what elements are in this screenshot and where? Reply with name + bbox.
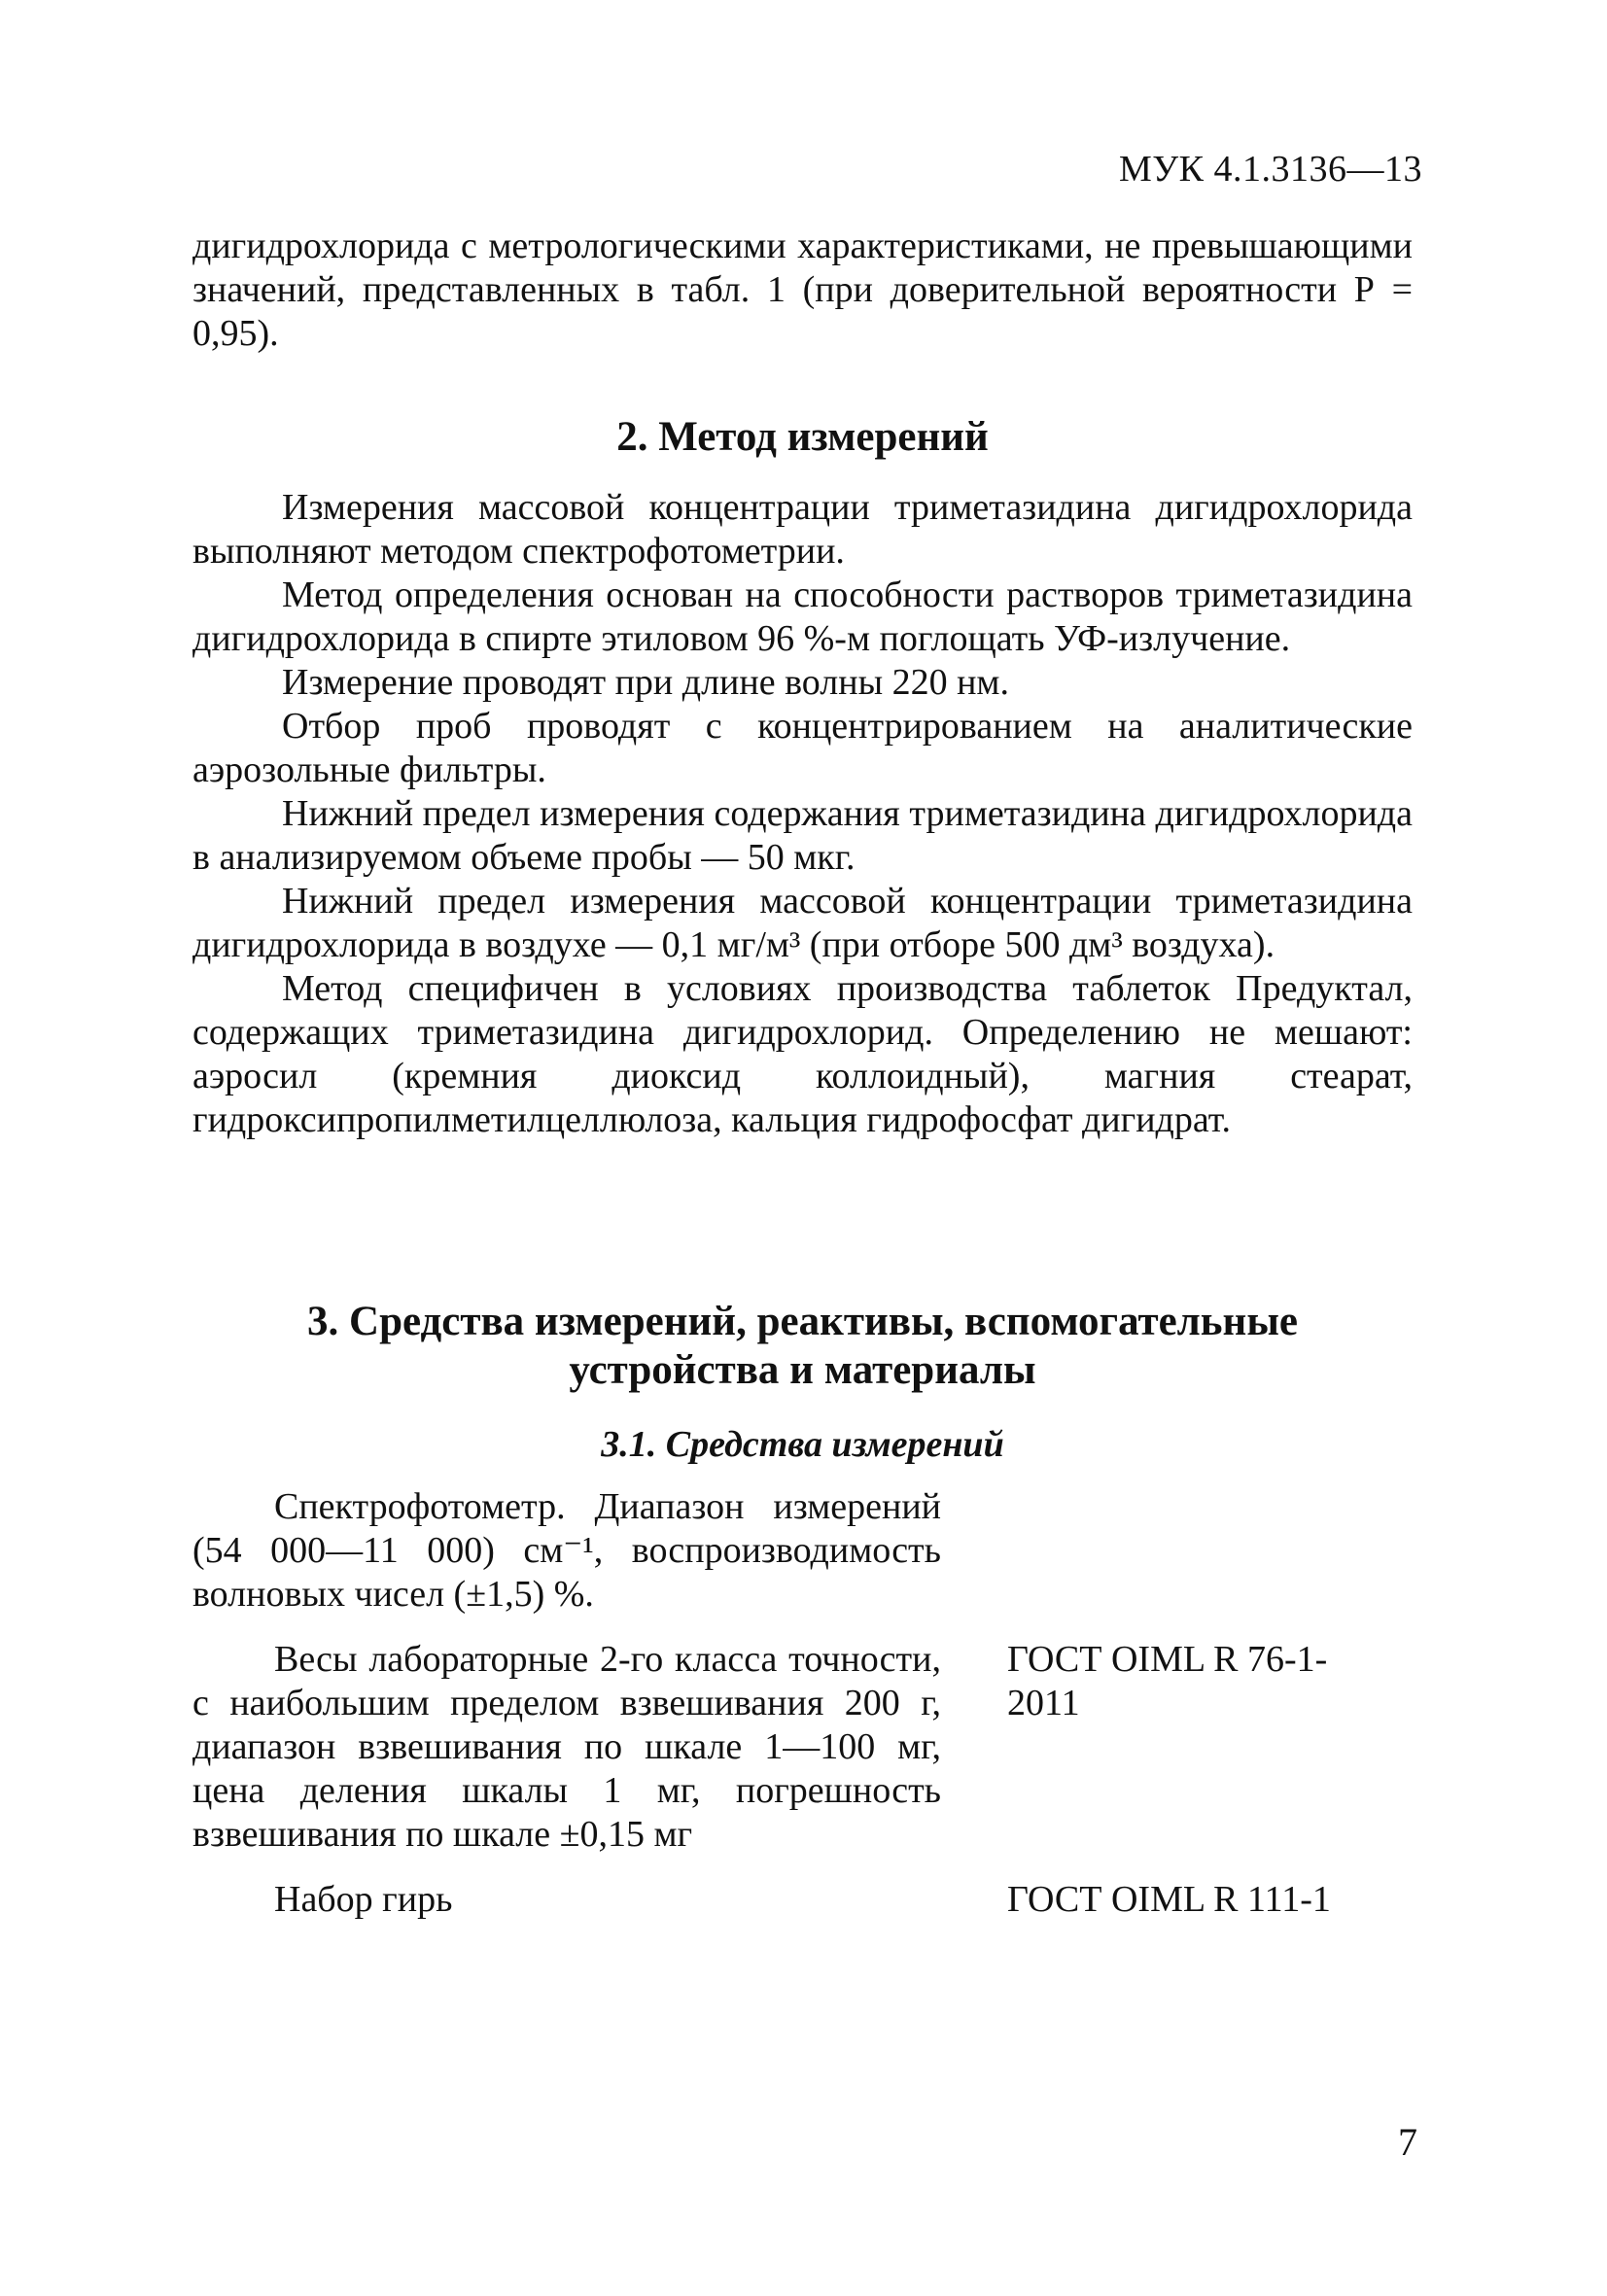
paragraph: Нижний предел измерения массовой концентрации триметазидина дигидрохлорида в воздухе — 0,1 мг/м³ (при отборе 500 дм³ воздуха).	[192, 881, 1413, 965]
subsection-3-1-title: 3.1. Средства измерений	[601, 1424, 1004, 1465]
section-3-title	[192, 1298, 1413, 1395]
paragraph: Метод специфичен в условиях производства таблеток Предуктал, содержащих триметазидина дигидрохлорид. Определению не мешают: аэросил (кремния диоксид коллоидный), магния стеарат, гидроксипропилметилцеллюлоза, кальция гидрофосфат дигидрат.	[192, 968, 1413, 1140]
section-3-title-line-1: 3. Средства измерений, реактивы, вспомогательные	[307, 1299, 1298, 1344]
paragraph: Отбор проб проводят с концентрированием на аналитические аэрозольные фильтры.	[192, 706, 1413, 790]
equipment-description: Весы лабораторные 2-го класса точности, с наибольшим пределом взвешивания 200 г, диапазон взвешивания по шкале 1—100 мг, цена деления шкалы 1 мг, погрешность взвешивания по шкале ±0,15 мг	[192, 1639, 941, 1855]
section-2-body	[192, 486, 1413, 1142]
paragraph: Измерения массовой концентрации триметазидина дигидрохлорида выполняют методом спектрофотометрии.	[192, 487, 1413, 572]
equipment-description: Спектрофотометр. Диапазон измерений (54 000—11 000) см⁻¹, воспроизводимость волновых чисел (±1,5) %.	[192, 1486, 941, 1615]
section-2-title: 2. Метод измерений	[616, 414, 989, 460]
equipment-list	[192, 1485, 1413, 1943]
equipment-description: Набор гирь	[274, 1879, 453, 1920]
equipment-row	[192, 1638, 1413, 1857]
section-3-title-line-2: устройства и материалы	[569, 1347, 1036, 1393]
equipment-row	[192, 1485, 1413, 1617]
equipment-standard: ГОСТ OIML R 76-1-2011	[1007, 1639, 1328, 1723]
paragraph: Измерение проводят при длине волны 220 нм.	[282, 662, 1009, 703]
continuation-paragraph	[192, 225, 1413, 356]
paragraph: дигидрохлорида с метрологическими характеристиками, не превышающими значений, представленных в табл. 1 (при доверительной вероятности Р = 0,95).	[192, 226, 1413, 354]
document-code-header: МУК 4.1.3136—13	[1118, 149, 1422, 190]
equipment-row	[192, 1878, 1413, 1922]
paragraph: Метод определения основан на способности растворов триметазидина дигидрохлорида в спирте этиловом 96 %-м поглощать УФ-излучение.	[192, 574, 1413, 659]
page-number: 7	[1398, 2120, 1417, 2164]
equipment-standard: ГОСТ OIML R 111-1	[1007, 1879, 1331, 1920]
paragraph: Нижний предел измерения содержания триметазидина дигидрохлорида в анализируемом объеме пробы — 50 мкг.	[192, 793, 1413, 878]
